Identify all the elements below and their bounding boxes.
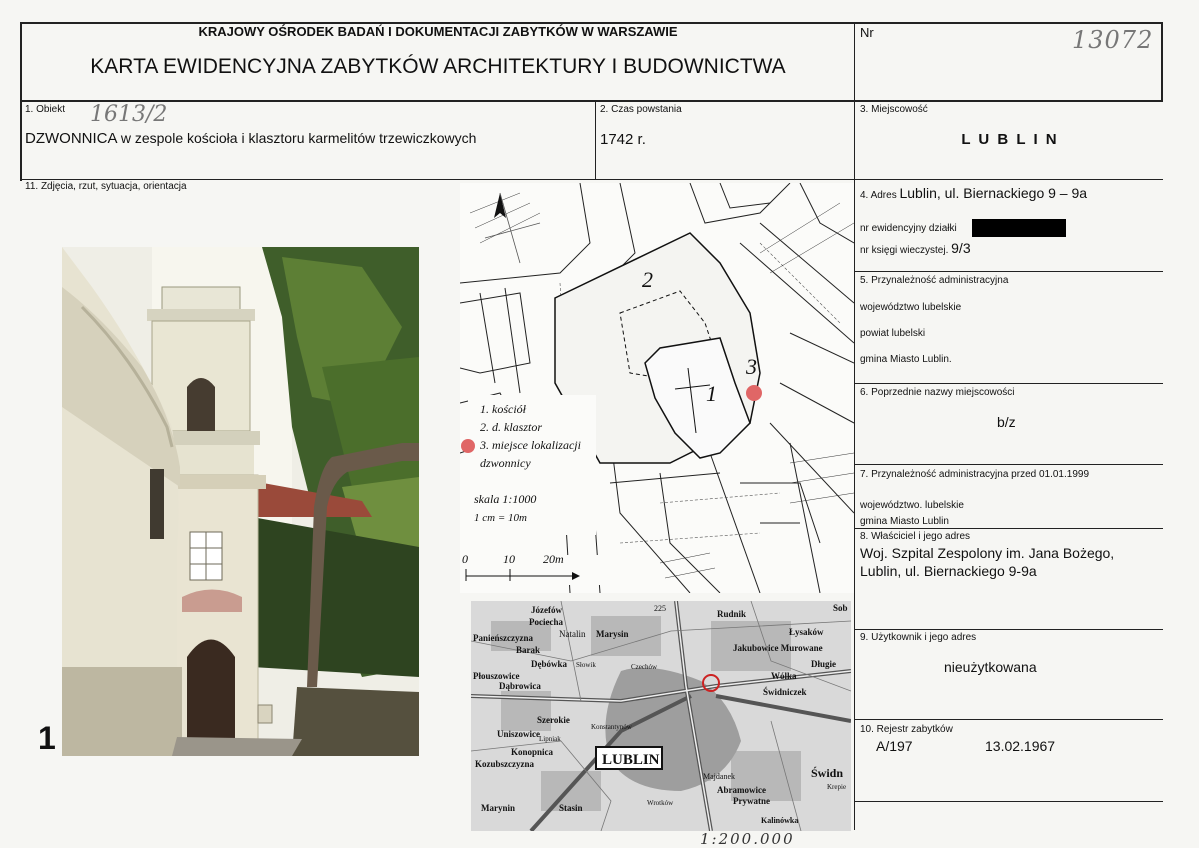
photo-number: 1 (38, 720, 56, 756)
object-type: DZWONNICA (25, 130, 117, 147)
legend-item-location-2: dzwonnicy (480, 456, 531, 470)
land-register-value: 9/3 (951, 240, 971, 256)
bell-tower-photo (62, 247, 419, 756)
land-register-label-text: nr księgi wieczystej. (860, 245, 949, 256)
field8-label: 8. Właściciel i jego adres (860, 531, 971, 542)
county-value: powiat lubelski (860, 328, 926, 339)
field5-label: 5. Przynależność administracyjna (860, 275, 1009, 286)
map-place-slawin: Słowik (576, 661, 596, 669)
map-place-sob: Sob (833, 603, 848, 613)
object-name (25, 130, 476, 147)
register-date: 13.02.1967 (985, 738, 1056, 754)
legend-item-monastery: 2. d. klasztor (480, 420, 543, 434)
map-place-panienszczyzna: Panieńszczyzna (473, 633, 533, 643)
field10-label: 10. Rejestr zabytków (860, 724, 953, 735)
map-place-konstantynow: Konstantynów (591, 723, 632, 731)
map-city-label: LUBLIN (602, 752, 660, 768)
object-description: w zespole kościoła i klasztoru karmelitów trzewiczkowych (120, 130, 477, 146)
map-place-kozubszczyzna: Kozubszczyzna (475, 759, 534, 769)
legend-marker (461, 439, 475, 453)
map-place-jakubowice: Jakubowice Murowane (733, 643, 823, 653)
commune-value: gmina Miasto Lublin. (860, 354, 952, 365)
legend-item-location: 3. miejsce lokalizacji (480, 438, 581, 452)
old-commune-value: gmina Miasto Lublin (860, 516, 949, 527)
map-place-czechow: Czechów (631, 663, 658, 671)
map-place-wolka: Wólka (771, 671, 797, 681)
map-place-barak: Barak (516, 645, 541, 655)
location-map (471, 601, 851, 831)
map-place-abramowice: Abramowice (717, 785, 766, 795)
map-place-dlugie: Długie (811, 659, 837, 669)
field2-label: 2. Czas powstania (600, 104, 682, 115)
register-number: A/197 (876, 738, 913, 754)
field3-label: 3. Miejscowość (860, 104, 928, 115)
map-place-majdanek: Majdanek (703, 772, 735, 781)
divider-6-7 (854, 464, 1163, 465)
map-place-konopnica: Konopnica (511, 747, 554, 757)
divider-bottom (854, 801, 1163, 802)
map-place-lysakow: Łysaków (789, 627, 824, 637)
map-place-kalinowka: Kalinówka (761, 816, 799, 825)
plan-number-2: 2 (642, 267, 653, 292)
plan-scale-note: 1 cm = 10m (474, 512, 527, 524)
map-place-wrotkow: Wrotków (647, 799, 674, 807)
address-value: Lublin, ul. Biernackiego 9 – 9a (899, 185, 1088, 201)
site-plan (460, 183, 854, 593)
field6-label: 6. Poprzednie nazwy miejscowości (860, 387, 1015, 398)
nr-value: 13072 (1072, 26, 1154, 54)
divider-7-8 (854, 528, 1163, 529)
map-place-swidnik: Świdn (811, 766, 844, 780)
plan-number-1: 1 (706, 381, 717, 406)
user-value: nieużytkowana (944, 659, 1037, 675)
previous-names-value: b/z (997, 414, 1016, 430)
divider-4-5 (854, 271, 1163, 272)
construction-date: 1742 r. (600, 131, 646, 148)
old-voivodeship-value: województwo. lubelskie (860, 500, 964, 511)
institution-name: KRAJOWY OŚRODEK BADAŃ I DOKUMENTACJI ZABYTKÓW W WARSZAWIE (198, 24, 678, 39)
handwritten-number: 1613/2 (90, 102, 168, 127)
owner-line-2: Lublin, ul. Biernackiego 9-9a (860, 563, 1037, 579)
map-place-krepie: Krepie (827, 783, 847, 791)
right-column-divider (854, 22, 855, 830)
voivodeship-value: województwo lubelskie (860, 302, 962, 313)
scale-tick-0: 0 (462, 552, 468, 566)
map-road-number: 225 (654, 604, 666, 613)
map-place-pociecha: Pociecha (529, 617, 563, 627)
land-register-label (860, 240, 971, 256)
field11-label: 11. Zdjęcia, rzut, sytuacja, orientacja (25, 181, 187, 192)
map-place-lipniak: Lipniak (539, 735, 561, 743)
map-place-marynin: Marynin (481, 803, 516, 813)
map-place-dabrowica: Dąbrowica (499, 681, 541, 691)
map-place-marysin: Marysin (596, 629, 629, 639)
field4-label-text: 4. Adres (860, 190, 897, 201)
map-place-debowka: Dębówka (531, 659, 568, 669)
plan-number-3: 3 (746, 354, 757, 379)
divider-9-10 (854, 719, 1163, 720)
divider-obj-czas (595, 100, 596, 180)
redacted-plot-number (972, 219, 1066, 237)
field4-label (860, 185, 1087, 201)
map-place-uniszowice: Uniszowice (497, 729, 540, 739)
map-place-jozefow: Józefów (531, 605, 562, 615)
bell-tower-marker (746, 385, 762, 401)
legend-item-church: 1. kościół (480, 402, 526, 416)
map-place-prywatne: Prywatne (733, 796, 770, 806)
map-scale: 1:200.000 (700, 830, 795, 848)
field9-label: 9. Użytkownik i jego adres (860, 632, 977, 643)
map-place-szerokie: Szerokie (537, 715, 570, 725)
locality: L U B L I N (961, 131, 1059, 148)
frame-right-nr (1161, 22, 1163, 102)
card-title: KARTA EWIDENCYJNA ZABYTKÓW ARCHITEKTURY I BUDOWNICTWA (90, 55, 786, 78)
divider-8-9 (854, 629, 1163, 630)
field1-label: 1. Obiekt (25, 104, 66, 115)
map-place-stasin: Stasin (559, 803, 583, 813)
plot-number-label: nr ewidencyjny działki (860, 223, 957, 234)
nr-label: Nr (860, 25, 874, 40)
row-line-2 (20, 179, 1163, 180)
scale-tick-20: 20m (543, 552, 564, 566)
owner-line-1: Woj. Szpital Zespolony im. Jana Bożego, (860, 545, 1115, 561)
map-place-swidniczek: Świdniczek (763, 687, 807, 697)
plan-scale: skala 1:1000 (474, 492, 537, 506)
map-place-natalin: Natalin (559, 629, 586, 639)
row-line-1 (20, 100, 1163, 102)
field7-label: 7. Przynależność administracyjna przed 01.01.1999 (860, 469, 1090, 480)
map-place-rudnik: Rudnik (717, 609, 747, 619)
map-place-plouszowice: Płouszowice (473, 671, 520, 681)
scale-tick-10: 10 (503, 552, 515, 566)
divider-5-6 (854, 383, 1163, 384)
